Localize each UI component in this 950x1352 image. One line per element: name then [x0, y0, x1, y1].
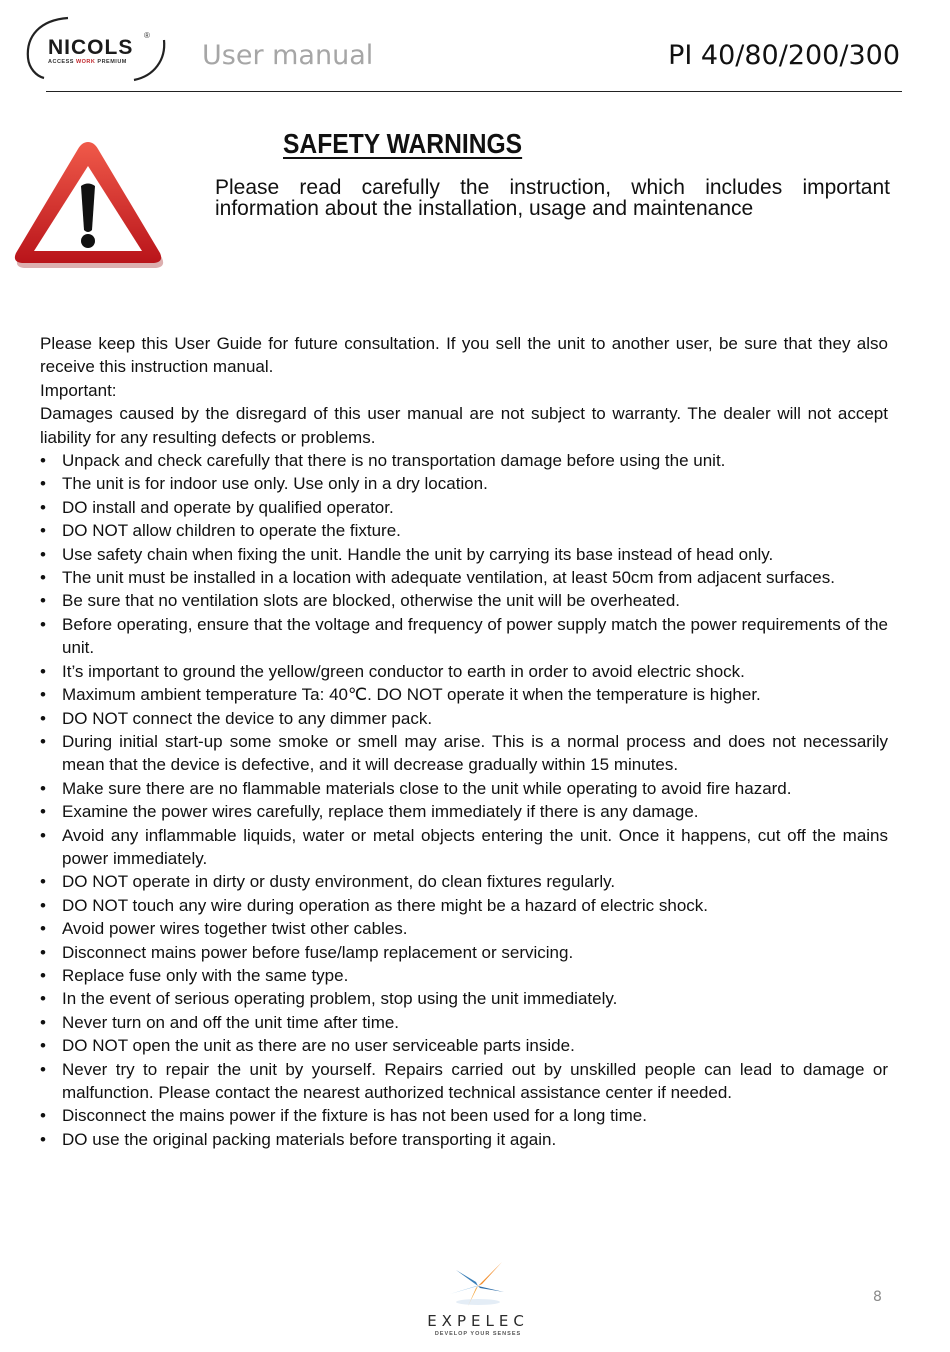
list-item: • Make sure there are no flammable materials close to the unit while operating to avoid fire hazard. [40, 777, 888, 800]
expelec-logo [420, 1256, 536, 1342]
list-item: • DO NOT operate in dirty or dusty environment, do clean fixtures regularly. [40, 870, 888, 893]
list-item: • DO install and operate by qualified operator. [40, 496, 888, 519]
logo-name: NICOLS [48, 36, 134, 59]
nicols-logo [22, 14, 168, 84]
logo-tagline: ACCESS WORK PREMIUM [48, 59, 127, 65]
list-item: • Maximum ambient temperature Ta: 40℃. DO NOT operate it when the temperature is higher. [40, 683, 888, 706]
content-body [40, 332, 888, 1151]
footer-brand: EXPELEC [427, 1312, 529, 1330]
list-item: • The unit must be installed in a location with adequate ventilation, at least 50cm from adjacent surfaces. [40, 566, 888, 589]
intro-text: Please read carefully the instruction, which includes important information about the installation, usage and maintenance [215, 176, 890, 220]
warning-triangle-icon [10, 138, 166, 270]
logo-registered-mark: ® [144, 31, 150, 40]
list-item: • Never try to repair the unit by yourself. Repairs carried out by unskilled people can lead to damage or malfunction. Please contact the nearest authorized technical assistance center if needed. [40, 1058, 888, 1105]
list-item: • The unit is for indoor use only. Use only in a dry location. [40, 472, 888, 495]
list-item: • DO NOT touch any wire during operation as there might be a hazard of electric shock. [40, 894, 888, 917]
list-item: • Be sure that no ventilation slots are blocked, otherwise the unit will be overheated. [40, 589, 888, 612]
list-item: • During initial start-up some smoke or smell may arise. This is a normal process and does not necessarily mean that the device is defective, and it will decrease gradually within 15 minutes. [40, 730, 888, 777]
paragraph: Please keep this User Guide for future consultation. If you sell the unit to another user, be sure that they also receive this instruction manual. [40, 334, 888, 377]
header-model: PI 40/80/200/300 [668, 40, 900, 71]
list-item: • In the event of serious operating problem, stop using the unit immediately. [40, 987, 888, 1010]
list-item: • Avoid power wires together twist other cables. [40, 917, 888, 940]
paragraph: Damages caused by the disregard of this user manual are not subject to warranty. The dealer will not accept liability for any resulting defects or problems. [40, 404, 888, 447]
list-item: • DO NOT open the unit as there are no user serviceable parts inside. [40, 1034, 888, 1057]
safety-list [40, 449, 888, 1151]
expelec-star-icon [420, 1256, 536, 1312]
list-item: • Before operating, ensure that the voltage and frequency of power supply match the power requirements of the unit. [40, 613, 888, 660]
list-item: • DO NOT connect the device to any dimmer pack. [40, 707, 888, 730]
header-divider [46, 91, 902, 92]
list-item: • Never turn on and off the unit time after time. [40, 1011, 888, 1034]
page-number: 8 [873, 1289, 882, 1305]
list-item: • DO use the original packing materials before transporting it again. [40, 1128, 888, 1151]
list-item: • DO NOT allow children to operate the fixture. [40, 519, 888, 542]
list-item: • Disconnect mains power before fuse/lamp replacement or servicing. [40, 941, 888, 964]
list-item: • It’s important to ground the yellow/green conductor to earth in order to avoid electric shock. [40, 660, 888, 683]
list-item: • Examine the power wires carefully, replace them immediately if there is any damage. [40, 800, 888, 823]
list-item: • Replace fuse only with the same type. [40, 964, 888, 987]
list-item: • Avoid any inflammable liquids, water or metal objects entering the unit. Once it happens, cut off the mains power immediately. [40, 824, 888, 871]
list-item: • Use safety chain when fixing the unit. Handle the unit by carrying its base instead of head only. [40, 543, 888, 566]
footer-tagline: DEVELOP YOUR SENSES [434, 1331, 522, 1337]
paragraph: Important: [40, 380, 117, 400]
page-title: SAFETY WARNINGS [283, 128, 523, 159]
header-section-title: User manual [202, 40, 374, 71]
list-item: • Unpack and check carefully that there is no transportation damage before using the unit. [40, 449, 888, 472]
list-item: • Disconnect the mains power if the fixture is has not been used for a long time. [40, 1104, 888, 1127]
